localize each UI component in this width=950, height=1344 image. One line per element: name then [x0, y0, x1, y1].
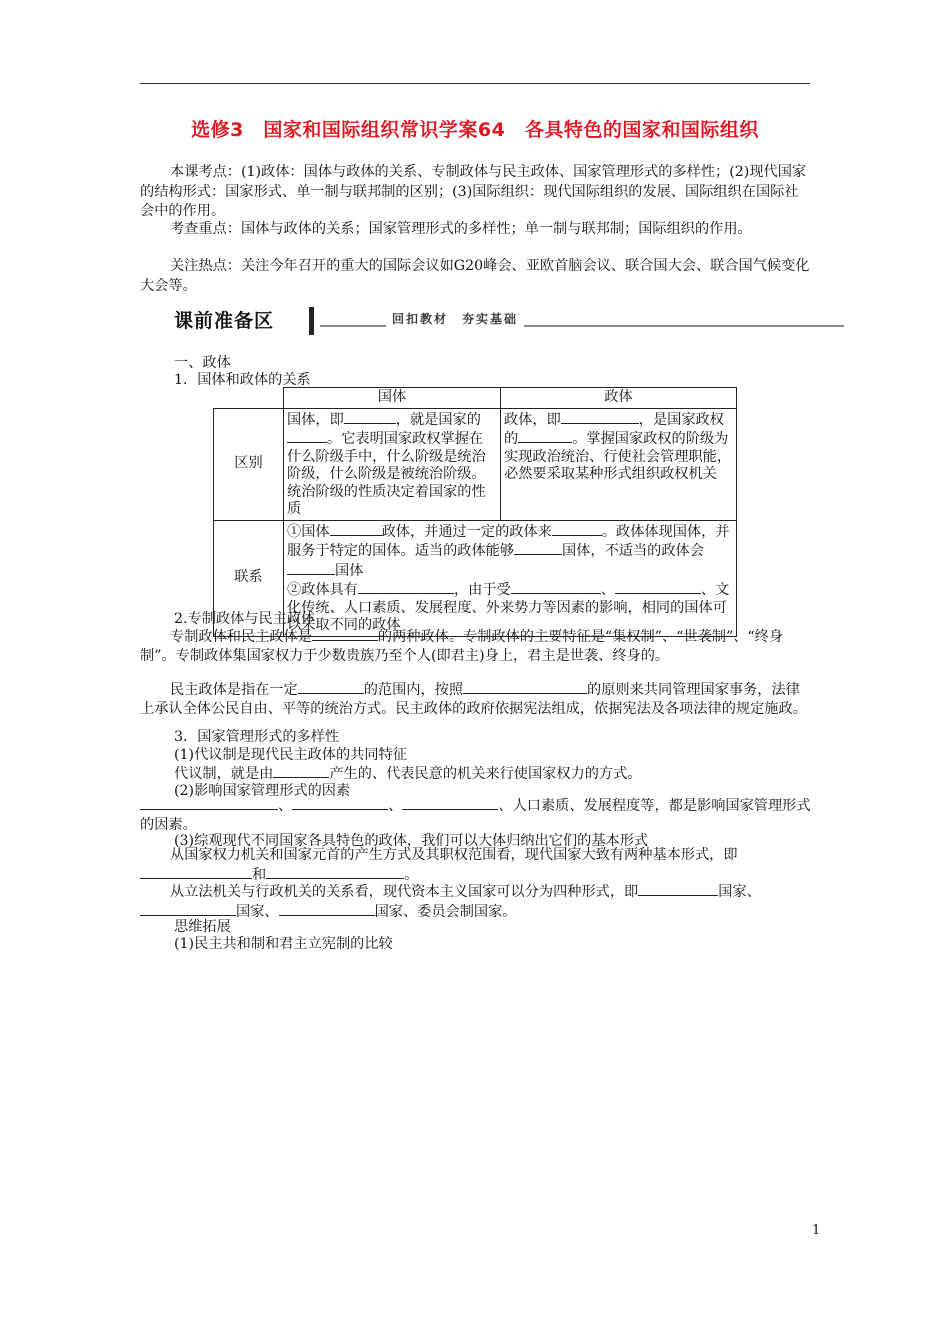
intro-focus-points: 本课考点：(1)政体：国体与政体的关系、专制政体与民主政体、国家管理形式的多样性；(2)现代国家的结构形式：国家形式、单一制与联邦制的区别；(3)国际组织：现代国际组织的发展、国际组织在国际社会中的作用。: [140, 164, 807, 219]
fill-blank[interactable]: [140, 796, 278, 810]
fill-blank[interactable]: [518, 429, 572, 443]
text-part: 国体，不适当的政体会: [562, 543, 704, 559]
table-header-row: [214, 388, 737, 409]
section-heading-zhengti: 一、政体: [174, 355, 231, 371]
fill-blank[interactable]: [552, 522, 602, 536]
guoti-zhengti-table: [213, 387, 737, 637]
text-part: 政体，并通过一定的政体来: [381, 523, 552, 540]
cell-zhengti-definition: [501, 408, 737, 520]
text-liangzhong-xingshi: [140, 846, 812, 884]
text-part: 国体: [335, 562, 364, 579]
banner-title: 课前准备区: [174, 310, 275, 332]
page-title: 选修3 国家和国际组织常识学案64 各具特色的国家和国际组织: [191, 119, 759, 141]
fill-blank[interactable]: [514, 541, 562, 555]
text-part: 的范围内，按照: [363, 682, 464, 698]
text-part: 国体，即: [287, 411, 344, 428]
text-part: ①国体: [287, 523, 330, 540]
text-part: 国家、: [718, 884, 761, 900]
cell-guoti-definition: [284, 408, 501, 520]
text-part: ，就是国家的: [395, 411, 481, 428]
text-part: 。: [404, 866, 419, 883]
para-minzhu: [140, 680, 812, 718]
fill-blank[interactable]: [511, 580, 601, 594]
text-part: 国家、委员会制国家。: [374, 903, 517, 920]
fill-blank[interactable]: [330, 522, 382, 536]
fill-blank[interactable]: [140, 865, 252, 879]
text-part: 代议制，就是由: [174, 766, 274, 782]
subheading-siwei-tuozhan: 思维拓展: [174, 919, 231, 935]
fill-blank[interactable]: [287, 429, 327, 443]
fill-blank[interactable]: [140, 902, 236, 916]
text-part: 从国家权力机关和国家元首的产生方式及其职权范围看，现代国家大致有两种基本形式，即: [170, 847, 738, 863]
subheading-guanli-xingshi: 3．国家管理形式的多样性: [174, 729, 340, 745]
fill-blank[interactable]: [298, 680, 364, 694]
text-daiyizhi: [174, 764, 641, 783]
subheading-yinsu: (2)影响国家管理形式的因素: [174, 783, 351, 799]
fill-blank[interactable]: [266, 865, 404, 879]
banner-subtitle: 回扣教材 夯实基础: [386, 310, 524, 327]
fill-blank[interactable]: [463, 680, 587, 694]
fill-blank[interactable]: [287, 561, 335, 575]
subheading-daiyizhi: (1)代议制是现代民主政体的共同特征: [174, 747, 407, 763]
page-number: 1: [812, 1223, 821, 1238]
fill-blank[interactable]: [561, 410, 639, 424]
fill-blank[interactable]: [358, 580, 454, 594]
intro-key-points: 考查重点：国体与政体的关系；国家管理形式的多样性；单一制与联邦制；国际组织的作用。: [170, 221, 752, 237]
text-part: 、文化传统、人口素质、发展程度、外来势力等因素的影响，相同的国体可以采取不同的政体: [287, 582, 730, 633]
section-banner: [174, 306, 844, 338]
text-part: 民主政体是指在一定: [170, 682, 298, 698]
fill-blank[interactable]: [312, 627, 378, 641]
text-part: 。掌握国家政权的阶级为实现政治统治、行使社会管理职能，必然要采取某种形式组织政权机关: [504, 431, 732, 482]
text-part: ，由于受: [453, 582, 511, 598]
text-part: 的原则来共同管理国家事务，法律上承认全体公民自由、平等的统治方式。民主政体的政府依据宪法组成，依据宪法及各项法律的规定施政。: [140, 682, 807, 717]
fill-blank[interactable]: [638, 882, 718, 896]
text-part: 、: [388, 798, 403, 814]
text-part: 。政体体现国体，并服务于特定的国体。适当的政体能够: [287, 523, 730, 559]
intro-hot-points: 关注热点：关注今年召开的重大的国际会议如G20峰会、亚欧首脑会议、联合国大会、联合国气候变化大会等。: [140, 258, 810, 294]
subheading-zhuanzhi-minzhu: 2.专制政体与民主政体: [174, 611, 316, 627]
text-part: ②政体具有: [287, 582, 358, 598]
cell-connection: [284, 520, 737, 636]
text-yinsu: [140, 796, 812, 834]
text-part: ，是国家政权的: [504, 411, 724, 447]
subheading-bijiao: (1)民主共和制和君主立宪制的比较: [174, 936, 393, 952]
top-rule: [140, 83, 810, 84]
text-part: 政体，即: [504, 411, 561, 428]
text-part: 、人口素质、发展程度等，都是影响国家管理形式的因素。: [140, 798, 811, 833]
table-row-difference: [214, 408, 737, 520]
text-sizhong-xingshi: [140, 882, 812, 921]
fill-blank[interactable]: [344, 410, 396, 424]
col-header-zhengti: 政体: [501, 388, 737, 409]
text-part: 。它表明国家政权掌握在什么阶级手中，什么阶级是统治阶级，什么阶级是被统治阶级。统治阶级的性质决定着国家的性质: [287, 431, 486, 517]
fill-blank[interactable]: [402, 796, 498, 810]
col-header-guoti: 国体: [284, 388, 501, 409]
subheading-jiben-xingshi: (3)综观现代不同国家各具特色的政体，我们可以大体归纳出它们的基本形式: [174, 833, 649, 849]
para-zhuanzhi: [140, 627, 812, 665]
fill-blank[interactable]: [279, 902, 375, 916]
fill-blank[interactable]: [292, 796, 388, 810]
banner-bar: [309, 307, 314, 335]
table-corner: [214, 388, 284, 409]
text-part: 的两种政体。专制政体的主要特征是“集权制”、“世袭制”、“终身制”。专制政体集国家权力于少数贵族乃至个人(即君主)身上，君主是世袭、终身的。: [140, 629, 784, 664]
text-part: 专制政体和民主政体是: [170, 629, 312, 645]
row-head-difference: 区别: [214, 408, 284, 520]
fill-blank[interactable]: [273, 764, 329, 778]
row-head-connection: 联系: [214, 520, 284, 636]
text-part: 、: [278, 798, 293, 814]
text-part: 国家、: [236, 903, 279, 920]
fill-blank[interactable]: [615, 580, 701, 594]
text-part: 和: [252, 866, 267, 883]
subheading-guoti-zhengti: 1．国体和政体的关系: [174, 372, 311, 388]
text-part: 、: [600, 582, 615, 598]
text-part: 从立法机关与行政机关的关系看，现代资本主义国家可以分为四种形式，即: [170, 884, 639, 900]
text-part: 产生的、代表民意的机关来行使国家权力的方式。: [329, 766, 642, 782]
